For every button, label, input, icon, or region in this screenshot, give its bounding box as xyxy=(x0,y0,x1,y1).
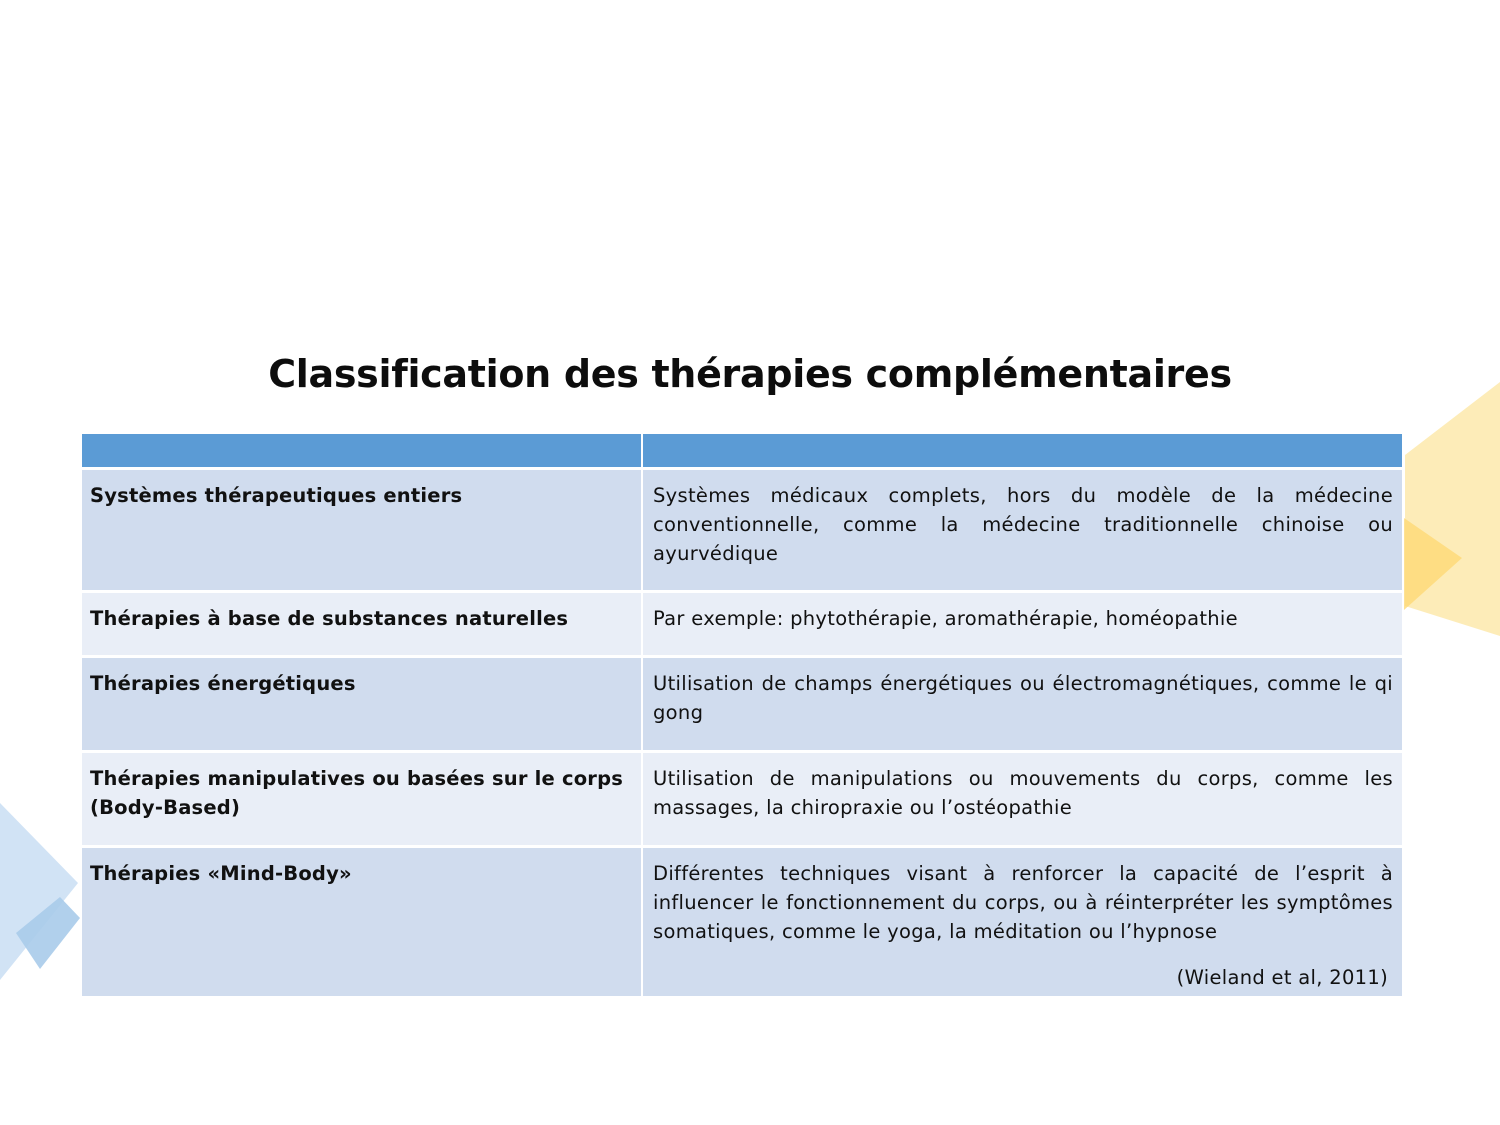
table-row-term: Thérapies «Mind-Body» xyxy=(82,848,641,996)
table-row-term: Thérapies manipulatives ou basées sur le corps (Body-Based) xyxy=(82,753,641,845)
table-row-description-text: Différentes techniques visant à renforcer la capacité de l’esprit à influencer le fonctionnement du corps, ou à réinterpréter les symptômes somatiques, comme le yoga, la méditation ou l’hypnose xyxy=(653,862,1393,943)
slide-title: Classification des thérapies complémentaires xyxy=(268,352,1232,396)
table-row-description: Par exemple: phytothérapie, aromathérapie, homéopathie xyxy=(643,593,1402,655)
table-header-cell xyxy=(82,434,641,467)
yellow-diamond-shape xyxy=(1404,518,1462,610)
table-row-description-last xyxy=(643,848,1402,996)
table-row-description: Utilisation de champs énergétiques ou électromagnétiques, comme le qi gong xyxy=(643,658,1402,750)
yellow-triangle-shape xyxy=(1405,382,1500,636)
table-row-term: Thérapies à base de substances naturelles xyxy=(82,593,641,655)
table-row-description: Utilisation de manipulations ou mouvements du corps, comme les massages, la chiropraxie ou l’ostéopathie xyxy=(643,753,1402,845)
citation-text: (Wieland et al, 2011) xyxy=(1176,966,1388,989)
classification-table xyxy=(82,434,1402,996)
table-row-description: Systèmes médicaux complets, hors du modèle de la médecine conventionnelle, comme la médecine traditionnelle chinoise ou ayurvédique xyxy=(643,470,1402,590)
blue-triangle-shape xyxy=(0,803,78,980)
table-row-term: Thérapies énergétiques xyxy=(82,658,641,750)
table-row-term: Systèmes thérapeutiques entiers xyxy=(82,470,641,590)
blue-diamond-shape xyxy=(16,897,80,969)
table-header-cell xyxy=(643,434,1402,467)
